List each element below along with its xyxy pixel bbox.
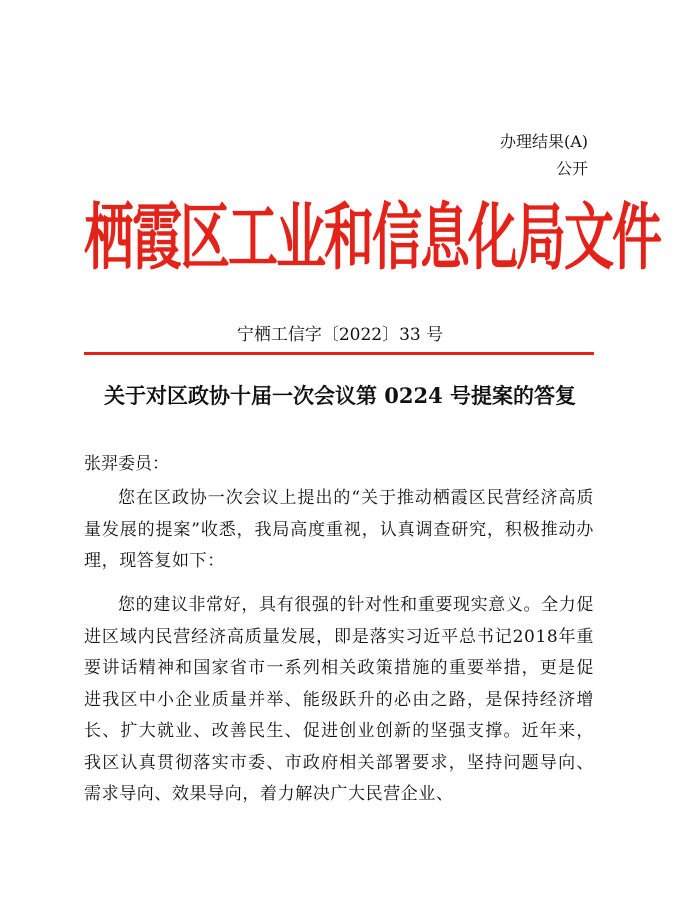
body-paragraph: 您的建议非常好，具有很强的针对性和重要现实意义。全力促进区域内民营经济高质量发展，即是落实习近平总书记2018年重要讲话精神和国家省市一系列相关政策措施的重要举措，更是促进我区中小企业质量并举、能级跃升的必由之路，是保持经济增长、扩大就业、改善民生、促进创业创新的坚强支撑。近年来，我区认真贯彻落实市委、市政府相关部署要求，坚持问题导向、需求导向、效果导向，着力解决广大民营企业、: [84, 595, 594, 804]
red-divider-line: [84, 352, 594, 355]
salutation: 张羿委员：: [84, 454, 169, 474]
disclosure-label: 公开: [555, 159, 588, 178]
body-paragraph: 您在区政协一次会议上提出的“关于推动栖霞区民营经济高质量发展的提案”收悉，我局高度重视，认真调查研究，积极推动办理，现答复如下：: [84, 488, 594, 571]
document-number: 宁栖工信字〔2022〕33 号: [236, 325, 444, 345]
reply-title: 关于对区政协十届一次会议第 0224 号提案的答复: [103, 383, 577, 408]
handling-result-label: 办理结果(A): [499, 132, 588, 151]
issuer-red-title: 栖霞区工业和信息化局文件: [84, 195, 660, 281]
